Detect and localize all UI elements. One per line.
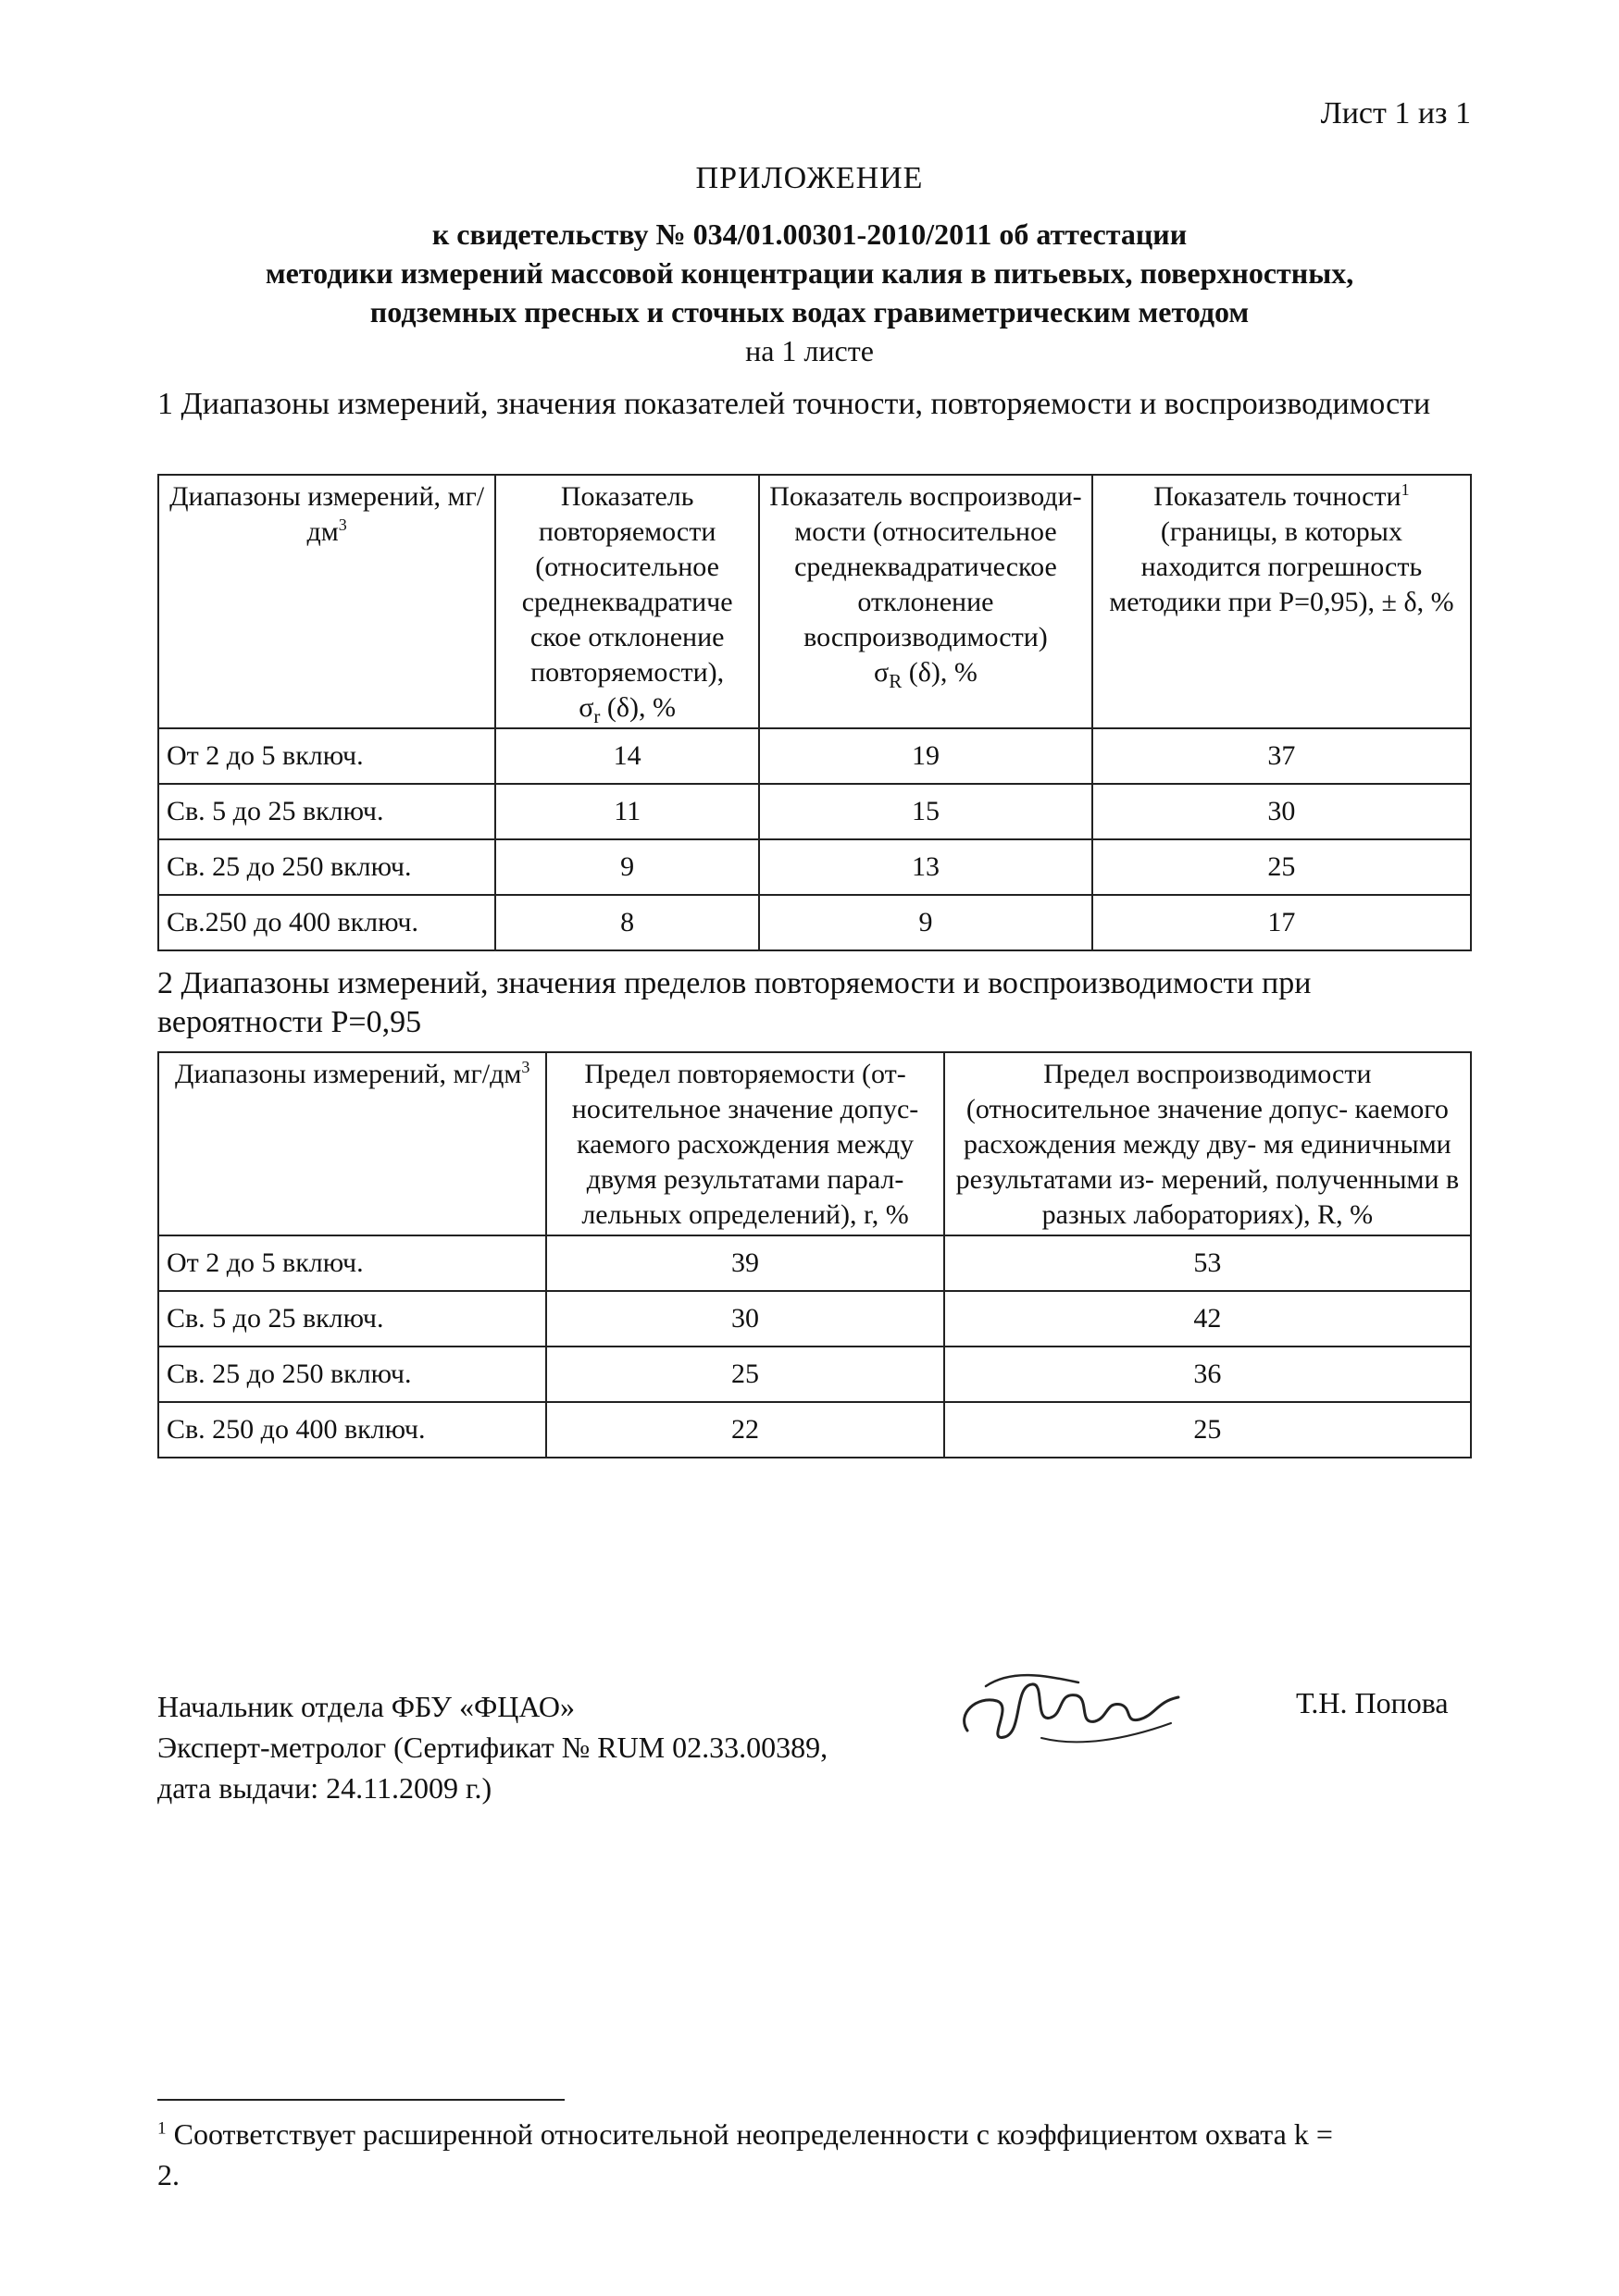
col-header-repeat-limit: Предел повторяемости (от- носительное значение допус- каемого расхождения между двумя результатами парал- лельных определений), r, % <box>546 1052 943 1235</box>
section-1-heading: 1 Диапазоны измерений, значения показателей точности, повторяемости и воспроизводимости <box>157 387 1431 421</box>
certificate-header <box>0 215 1619 370</box>
limits-table <box>157 1051 1472 1458</box>
range-cell: Св.250 до 400 включ. <box>158 895 495 950</box>
table-row <box>158 895 1471 950</box>
footnote-divider <box>157 2099 565 2101</box>
reproducibility-cell: 13 <box>759 839 1092 895</box>
col-header-accuracy: Показатель точности$^1$ (границы, в которых находится погрешность методики при Р=0,95), ± δ, % <box>1092 475 1471 728</box>
range-cell: От 2 до 5 включ. <box>158 1235 546 1291</box>
accuracy-cell: 25 <box>1092 839 1471 895</box>
range-cell: Св. 25 до 250 включ. <box>158 839 495 895</box>
range-cell: Св. 25 до 250 включ. <box>158 1347 546 1402</box>
repeat-limit-cell: 39 <box>546 1235 943 1291</box>
page-title: ПРИЛОЖЕНИЕ <box>695 161 924 195</box>
range-cell: Св. 5 до 25 включ. <box>158 1291 546 1347</box>
signatory-issue-date: дата выдачи: 24.11.2009 г.) <box>157 1771 492 1805</box>
col-header-reproduce-limit: Предел воспроизводимости (относительное значение допус- каемого расхождения между дву- мя единичными результатами из- мерений, полученными в разных лабораториях), R, % <box>944 1052 1471 1235</box>
col-header-repeatability: Показатель повторяемости (относительное среднеквадратиче ское отклонение повторяемости), $\sigma_r$ (δ), % <box>495 475 759 728</box>
accuracy-cell: 37 <box>1092 728 1471 784</box>
handwritten-signature <box>949 1658 1199 1760</box>
reproducibility-cell: 9 <box>759 895 1092 950</box>
accuracy-cell: 17 <box>1092 895 1471 950</box>
repeatability-cell: 11 <box>495 784 759 839</box>
accuracy-cell: 30 <box>1092 784 1471 839</box>
reproducibility-cell: 15 <box>759 784 1092 839</box>
repeatability-cell: 14 <box>495 728 759 784</box>
table-row <box>158 1402 1471 1458</box>
reproduce-limit-cell: 25 <box>944 1402 1471 1458</box>
signatory-position: Начальник отдела ФБУ «ФЦАО» <box>157 1690 575 1723</box>
table-row <box>158 784 1471 839</box>
reproduce-limit-cell: 42 <box>944 1291 1471 1347</box>
header-line-4: на 1 листе <box>745 334 874 367</box>
repeatability-cell: 8 <box>495 895 759 950</box>
reproduce-limit-cell: 53 <box>944 1235 1471 1291</box>
table-row <box>158 728 1471 784</box>
header-line-1: к свидетельству № 034/01.00301-2010/2011 об аттестации <box>431 217 1188 251</box>
footnote-text: Соответствует расширенной относительной неопределенности с коэффициентом охвата k = 2. <box>157 2117 1333 2191</box>
reproduce-limit-cell: 36 <box>944 1347 1471 1402</box>
table-row <box>158 1291 1471 1347</box>
repeat-limit-cell: 25 <box>546 1347 943 1402</box>
repeat-limit-cell: 22 <box>546 1402 943 1458</box>
signatory-certificate: Эксперт-метролог (Сертификат № RUM 02.33.00389, <box>157 1731 828 1764</box>
range-cell: Св. 5 до 25 включ. <box>158 784 495 839</box>
table-header-row <box>158 475 1471 728</box>
repeat-limit-cell: 30 <box>546 1291 943 1347</box>
footnote-mark: 1 <box>157 2118 167 2139</box>
range-cell: От 2 до 5 включ. <box>158 728 495 784</box>
signatory-name: Т.Н. Попова <box>1296 1686 1449 1719</box>
accuracy-table <box>157 474 1472 951</box>
footnote <box>157 2114 1361 2195</box>
col-header-range: Диапазоны измерений, $мг/дм^3$ <box>158 475 495 728</box>
col-header-range: Диапазоны измерений, $мг/дм^3$ <box>158 1052 546 1235</box>
reproducibility-cell: 19 <box>759 728 1092 784</box>
table-row <box>158 1347 1471 1402</box>
header-line-2: методики измерений массовой концентрации калия в питьевых, поверхностных, <box>265 256 1354 290</box>
repeatability-cell: 9 <box>495 839 759 895</box>
table-row <box>158 839 1471 895</box>
range-cell: Св. 250 до 400 включ. <box>158 1402 546 1458</box>
col-header-reproducibility: Показатель воспроизводи-мости (относительное среднеквадратическое отклонение воспроизводимости) $\sigma_R$ (δ), % <box>759 475 1092 728</box>
table-header-row <box>158 1052 1471 1235</box>
section-2-heading: 2 Диапазоны измерений, значения пределов повторяемости и воспроизводимости при вероятности Р=0,95 <box>157 966 1312 1039</box>
header-line-3: подземных пресных и сточных водах гравиметрическим методом <box>369 295 1250 329</box>
sheet-label: Лист 1 из 1 <box>1320 96 1471 130</box>
table-row <box>158 1235 1471 1291</box>
signatory-block <box>157 1686 828 1808</box>
